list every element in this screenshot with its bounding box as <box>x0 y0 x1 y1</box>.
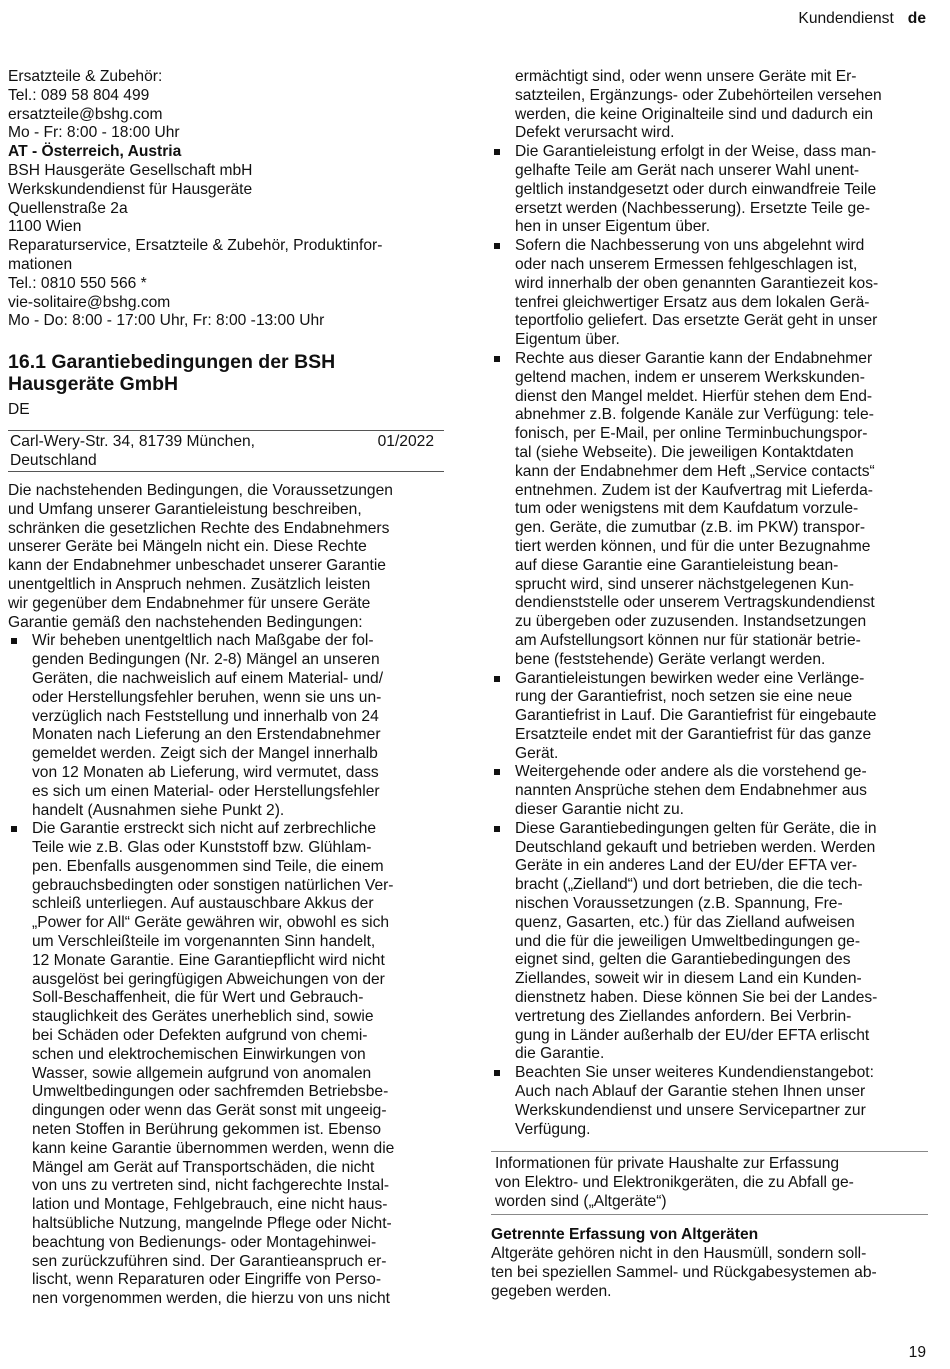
bullet-square-icon <box>494 243 500 249</box>
bullet-line: rung der Garantiefrist, noch setzen sie eine neue <box>515 688 853 706</box>
at-contact-line: Tel.: 0810 550 566 * <box>8 274 147 292</box>
section-title-line: Hausgeräte GmbH <box>8 373 179 396</box>
bullet-line: Monaten nach Lieferung an den Erstendabnehmer <box>32 726 381 744</box>
contact-line: ersatzteile@bshg.com <box>8 105 163 123</box>
bullet-line: Auch nach Ablauf der Garantie stehen Ihnen unser <box>515 1083 866 1101</box>
intro-line: unentgeltlich in Anspruch nehmen. Zusätzlich leisten <box>8 575 371 593</box>
bullet-line: Garantiefrist in Lauf. Die Garantiefrist für eingebaute <box>515 707 877 725</box>
bullet-line: bei Schäden oder Defekten aufgrund von chemi- <box>32 1027 368 1045</box>
bullet-line: lation und Montage, Fehlgebrauch, eine nicht haus- <box>32 1196 388 1214</box>
bullet-item <box>491 143 928 237</box>
header-language: de <box>907 10 926 27</box>
subheading-line: gegeben werden. <box>491 1282 612 1300</box>
address-table <box>8 430 444 472</box>
left-column <box>8 68 444 1309</box>
bullet-line: schen und elektrochemischen Einwirkungen von <box>32 1045 366 1063</box>
bullet-line: verzüglich nach Feststellung und innerhalb von 24 <box>32 707 379 725</box>
continued-line: satzteilen, Ergänzungs- oder Zubehörteilen versehen <box>515 86 882 104</box>
bullet-line: schleiß unterliegen. Auf austauschbare Akkus der <box>32 895 374 913</box>
bullet-line: tiert werden können, und für die unter Bezugnahme <box>515 537 871 555</box>
at-contact-line: BSH Hausgeräte Gesellschaft mbH <box>8 161 253 179</box>
bullet-line: tenfrei gleichwertiger Ersatz aus dem lokalen Gerä- <box>515 293 870 311</box>
bullet-line: Ziellandes, soweit wir in diesem Land ein Kunden- <box>515 970 862 988</box>
intro-line: kann der Endabnehmer unbeschadet unserer Garantie <box>8 557 386 575</box>
bullet-line: dieser Garantie nicht zu. <box>515 801 685 819</box>
bullet-line: von uns zu vertreten sind, nicht fachgerechte Instal- <box>32 1177 390 1195</box>
bullet-line: quenz, Gasarten, etc.) für das Zielland aufweisen <box>515 913 855 931</box>
at-contact-line: Quellenstraße 2a <box>8 199 128 217</box>
left-bullet-list <box>8 632 444 1309</box>
bullet-line: dingungen oder wenn das Gerät sonst mit ungeeig- <box>32 1102 387 1120</box>
bullet-square-icon <box>494 769 500 775</box>
bullet-line: bracht („Zielland“) und dort betrieben, die die tech- <box>515 876 863 894</box>
bullet-line: wird innerhalb der oben genannten Garantiezeit kos- <box>515 274 879 292</box>
bullet-item <box>8 632 444 820</box>
bullet-line: ersetzt werden (Nachbesserung). Ersetzte Teile ge- <box>515 199 871 217</box>
intro-line: wir gegenüber dem Endabnehmer für unsere Geräte <box>8 594 371 612</box>
date-value: 01/2022 <box>377 432 434 450</box>
bullet-item <box>491 820 928 1064</box>
bullet-line: lischt, wenn Reparaturen oder Eingriffe von Perso- <box>32 1271 382 1289</box>
country-label: DE <box>8 401 30 419</box>
bullet-line: Ersatzteile endet mit der Garantiefrist für das ganze <box>515 725 872 743</box>
bullet-line: auf diese Garantie eine Garantieleistung bean- <box>515 556 839 574</box>
bullet-line: dienst den Mangel meldet. Hierfür stehen dem End- <box>515 387 873 405</box>
contact-block <box>8 68 444 143</box>
bullet-square-icon <box>494 356 500 362</box>
contact-line: Mo - Fr: 8:00 - 18:00 Uhr <box>8 124 180 142</box>
subheading: Getrennte Erfassung von Altgeräten <box>491 1226 759 1244</box>
bullet-line: tal (siehe Webseite). Die jeweiligen Kontaktdaten <box>515 443 854 461</box>
bullet-line: zu übergeben oder zuzusenden. Instandsetzungen <box>515 613 867 631</box>
bullet-line: eignet sind, gelten die Garantiebedingungen des <box>515 951 851 969</box>
bullet-line: Diese Garantiebedingungen gelten für Geräte, die in <box>515 819 877 837</box>
at-contact-line: Mo - Do: 8:00 - 17:00 Uhr, Fr: 8:00 -13:00 Uhr <box>8 312 325 330</box>
at-contact-line: Reparaturservice, Ersatzteile & Zubehör, Produktinfor- <box>8 237 383 255</box>
bullet-line: Beachten Sie unser weiteres Kundendienstangebot: <box>515 1064 874 1082</box>
bullet-line: dienstnetz haben. Diese können Sie bei der Landes- <box>515 989 878 1007</box>
info-box-line: Informationen für private Haushalte zur Erfassung <box>495 1155 840 1173</box>
bullet-item <box>8 820 444 1309</box>
bullet-line: Die Garantieleistung erfolgt in der Weise, dass man- <box>515 143 877 161</box>
continued-paragraph <box>491 68 928 143</box>
bullet-line: oder nach unserem Ermessen fehlgeschlagen ist, <box>515 255 858 273</box>
bullet-line: geltend machen, indem er unserem Werkskunden- <box>515 368 865 386</box>
address-line: Carl-Wery-Str. 34, 81739 München, <box>10 432 255 450</box>
contact-line: Ersatzteile & Zubehör: <box>8 68 163 85</box>
continued-line: werden, die keine Originalteile sind und dadurch ein <box>515 105 874 123</box>
bullet-square-icon <box>11 638 17 644</box>
bullet-line: teportfolio geliefert. Das ersetzte Gerät geht in unser <box>515 312 878 330</box>
bullet-line: genden Bedingungen (Nr. 2-8) Mängel an unseren <box>32 651 380 669</box>
bullet-line: Sofern die Nachbesserung von uns abgelehnt wird <box>515 237 865 255</box>
right-bullet-list <box>491 143 928 1139</box>
at-contact-line: Werkskundendienst für Hausgeräte <box>8 180 253 198</box>
bullet-line: entnehmen. Zudem ist der Kaufvertrag mit Lieferda- <box>515 481 873 499</box>
bullet-line: nischen Voraussetzungen (z.B. Spannung, Fre- <box>515 895 843 913</box>
intro-line: Garantie gemäß den nachstehenden Bedingungen: <box>8 613 363 631</box>
bullet-line: Umweltbedingungen oder sachfremden Betriebsbe- <box>32 1083 389 1101</box>
bullet-line: Wir beheben unentgeltlich nach Maßgabe der fol- <box>32 632 374 650</box>
bullet-line: gebrauchsbedingten oder sonstigen natürlichen Ver- <box>32 876 394 894</box>
bullet-line: sprucht wird, sind unserer nächstgelegenen Kun- <box>515 575 854 593</box>
bullet-line: Die Garantie erstreckt sich nicht auf zerbrechliche <box>32 820 377 838</box>
bullet-line: beachtung von Bedienungs- oder Montagehinwei- <box>32 1233 377 1251</box>
bullet-line: von 12 Monaten ab Lieferung, wird vermutet, dass <box>32 763 379 781</box>
bullet-line: sen zurückzuführen sind. Der Garantieanspruch er- <box>32 1252 387 1270</box>
bullet-line: Eigentum über. <box>515 331 620 349</box>
continued-line: Defekt verursacht wird. <box>515 124 675 142</box>
bullet-item <box>491 763 928 819</box>
bullet-line: es sich um einen Material- oder Herstellungsfehler <box>32 782 380 800</box>
bullet-line: dendienststelle oder unserem Vertragskundendienst <box>515 594 875 612</box>
bullet-line: Werkskundendienst und unsere Servicepartner zur <box>515 1101 866 1119</box>
bullet-line: hen in unser Eigentum über. <box>515 218 711 236</box>
intro-line: unserer Geräte bei Mängeln nicht ein. Diese Rechte <box>8 538 367 556</box>
bullet-line: kann der Endabnehmer dem Heft „Service contacts“ <box>515 462 875 480</box>
at-contact-line: mationen <box>8 255 73 273</box>
intro-line: und Umfang unserer Garantieleistung beschreiben, <box>8 500 362 518</box>
subheading-paragraph <box>491 1245 928 1301</box>
bullet-line: kann keine Garantie übernommen werden, wenn die <box>32 1139 395 1157</box>
page-header <box>798 10 926 29</box>
bullet-line: Deutschland gekauft und betrieben werden. Werden <box>515 838 876 856</box>
address-line: Deutschland <box>10 451 97 469</box>
continued-line: ermächtigt sind, oder wenn unsere Geräte mit Er- <box>515 68 857 85</box>
bullet-item <box>491 670 928 764</box>
page-number: 19 <box>908 1344 926 1362</box>
bullet-line: Teile wie z.B. Glas oder Kunststoff bzw. Glühlam- <box>32 839 372 857</box>
bullet-line: 12 Monate Garantie. Eine Garantiepflicht wird nicht <box>32 951 385 969</box>
bullet-line: Soll-Beschaffenheit, die für Wert und Gebrauch- <box>32 989 364 1007</box>
intro-line: schränken die gesetzlichen Rechte des Endabnehmers <box>8 519 390 537</box>
bullet-item <box>491 350 928 670</box>
subheading-line: ten bei speziellen Sammel- und Rückgabesystemen ab- <box>491 1264 877 1282</box>
contact-line: Tel.: 089 58 804 499 <box>8 86 150 104</box>
info-box <box>491 1151 928 1215</box>
bullet-item <box>491 1064 928 1139</box>
at-contact-line: vie-solitaire@bshg.com <box>8 293 171 311</box>
bullet-line: die Garantie. <box>515 1045 605 1063</box>
bullet-line: stauglichkeit des Gerätes unerheblich sind, sowie <box>32 1008 374 1026</box>
bullet-square-icon <box>11 826 17 832</box>
bullet-square-icon <box>494 1070 500 1076</box>
bullet-line: Wasser, sowie allgemein aufgrund von anomalen <box>32 1064 372 1082</box>
section-title <box>8 351 444 395</box>
info-box-line: von Elektro- und Elektronikgeräten, die zu Abfall ge- <box>495 1174 854 1192</box>
bullet-line: vertretung des Ziellandes anfordern. Bei Verbrin- <box>515 1007 852 1025</box>
bullet-line: haltsübliche Nutzung, mangelnde Pflege oder Nicht- <box>32 1215 392 1233</box>
bullet-line: pen. Ebenfalls ausgenommen sind Teile, die einem <box>32 857 384 875</box>
at-contact-line: 1100 Wien <box>8 218 82 236</box>
bullet-line: Rechte aus dieser Garantie kann der Endabnehmer <box>515 349 873 367</box>
bullet-line: Garantieleistungen bewirken weder eine Verlänge- <box>515 669 865 687</box>
bullet-line: neten Stoffen in Berührung gekommen ist. Ebenso <box>32 1121 382 1139</box>
bullet-line: handelt (Ausnahmen siehe Punkt 2). <box>32 801 285 819</box>
bullet-line: geltlich instandgesetzt oder durch einwandfreie Teile <box>515 180 877 198</box>
bullet-square-icon <box>494 826 500 832</box>
bullet-line: bene (feststehende) Geräte verlangt werden. <box>515 650 826 668</box>
bullet-line: tum oder wenigstens mit dem Kaufdatum vorzule- <box>515 500 859 518</box>
bullet-square-icon <box>494 676 500 682</box>
bullet-line: gen. Geräte, die zumutbar (z.B. im PKW) transpor- <box>515 519 866 537</box>
right-column <box>491 68 928 1302</box>
bullet-line: nen vorgenommen werden, die hierzu von uns nicht <box>32 1290 391 1308</box>
bullet-item <box>491 237 928 350</box>
at-heading: AT - Österreich, Austria <box>8 143 182 161</box>
bullet-line: am Aufstellungsort können nur für stationär betrie- <box>515 631 861 649</box>
bullet-line: „Power for All“ Geräte gewähren wir, obwohl es sich <box>32 914 390 932</box>
intro-paragraph <box>8 482 444 632</box>
bullet-line: Weitergehende oder andere als die vorstehend ge- <box>515 763 867 781</box>
intro-line: Die nachstehenden Bedingungen, die Voraussetzungen <box>8 481 393 499</box>
bullet-line: gung in Länder außerhalb der EU/der EFTA erlischt <box>515 1026 870 1044</box>
bullet-line: fonisch, per E-Mail, per online Terminbuchungspor- <box>515 425 868 443</box>
bullet-line: und die für die jeweiligen Umweltbedingungen ge- <box>515 932 861 950</box>
bullet-line: Geräten, die nachweislich auf einem Material- und/ <box>32 669 384 687</box>
section-title-line: 16.1 Garantiebedingungen der BSH <box>8 351 336 374</box>
bullet-line: um Verschleißteile im vorgenannten Sinn handelt, <box>32 933 376 951</box>
subheading-line: Altgeräte gehören nicht in den Hausmüll, sondern soll- <box>491 1245 867 1263</box>
bullet-line: gelhafte Teile am Gerät nach unserer Wahl unent- <box>515 161 860 179</box>
header-section-title: Kundendienst <box>798 10 894 27</box>
bullet-line: abnehmer z.B. folgende Kanäle zur Verfügung: tele- <box>515 406 874 424</box>
bullet-line: Mängel am Gerät auf Transportschäden, die nicht <box>32 1158 375 1176</box>
bullet-line: gemeldet werden. Zeigt sich der Mangel innerhalb <box>32 745 378 763</box>
bullet-line: Geräte in ein anderes Land der EU/der EFTA ver- <box>515 857 858 875</box>
bullet-line: ausgelöst bei geringfügigen Abweichungen von der <box>32 970 385 988</box>
at-contact-block <box>8 162 444 331</box>
bullet-line: Gerät. <box>515 744 559 762</box>
bullet-line: nannten Ansprüche stehen dem Endabnehmer aus <box>515 782 867 800</box>
info-box-line: worden sind („Altgeräte“) <box>495 1193 667 1211</box>
bullet-line: oder Herstellungsfehler beruhen, wenn sie uns un- <box>32 688 382 706</box>
bullet-line: Verfügung. <box>515 1120 591 1138</box>
bullet-square-icon <box>494 149 500 155</box>
